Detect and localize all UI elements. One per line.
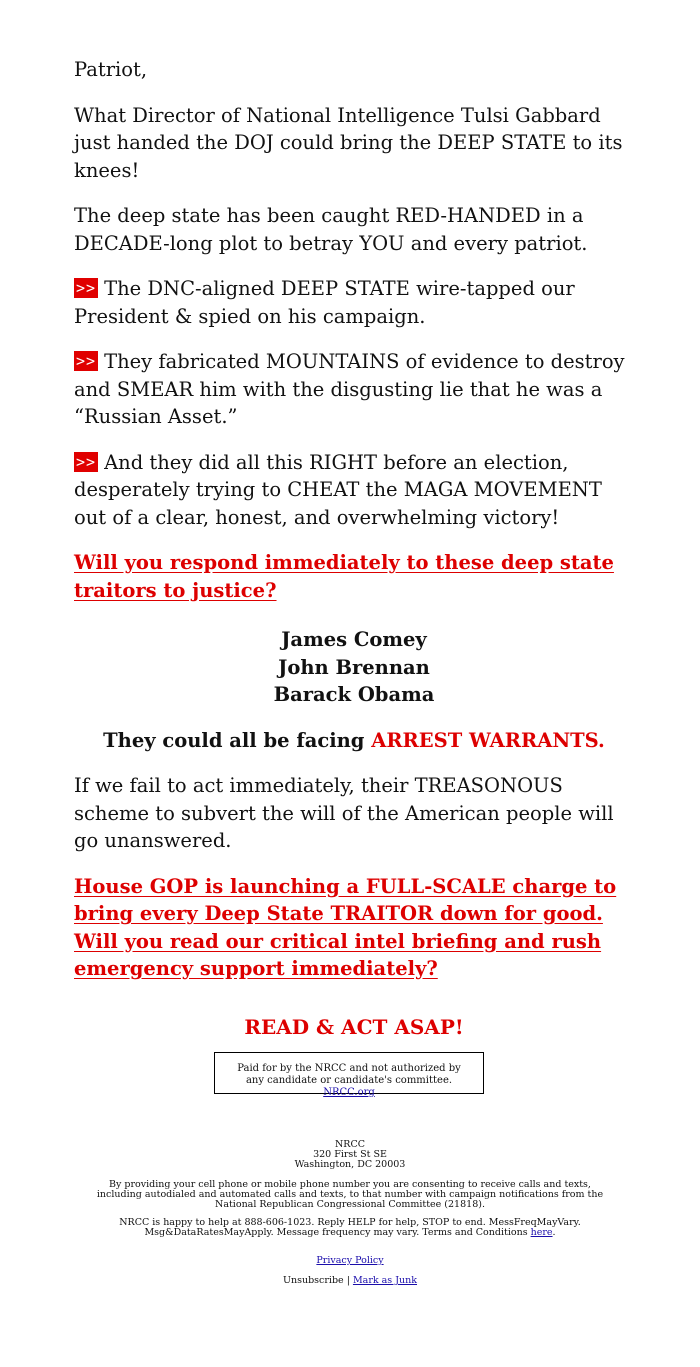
disclaimer-text: Paid for by the NRCC and not authorized by any candidate or candidate's committee.: [237, 1063, 461, 1086]
briefing-link[interactable]: House GOP is launching a FULL-SCALE charge to bring every Deep State TRAITOR down for good. Will you read our critical intel briefing and rush emergency support immediately?: [74, 874, 617, 980]
org-name: NRCC: [334, 1139, 365, 1150]
bullet-item: [74, 348, 634, 431]
city-address: Washington, DC 20003: [294, 1159, 406, 1170]
double-arrow-icon: >>: [76, 279, 97, 297]
help-text: NRCC is happy to help at 888-606-1023. Reply HELP for help, STOP to end. MessFreqMayVary. Msg&DataRatesMayApply. Message frequency may vary. Terms and Conditions here.: [119, 1217, 581, 1238]
help-message: NRCC is happy to help at 888-606-1023. Reply HELP for help, STOP to end. MessFreqMayVary. Msg&DataRatesMayApply. Message frequency may vary. Terms and Conditions: [119, 1217, 581, 1238]
unsubscribe-row: [95, 1276, 605, 1286]
double-arrow-icon: >>: [76, 452, 97, 471]
arrest-warrants-text: ARREST WARRANTS.: [371, 728, 605, 752]
greeting: Patriot,: [74, 58, 148, 81]
footer: [95, 1140, 605, 1286]
paid-for-disclaimer: [214, 1052, 484, 1098]
consent-text: By providing your cell phone or mobile phone number you are consenting to receive calls and texts, including autodialed and automated calls and texts, to that number with campaign notifications from the National Republican Congressional Committee (21818).: [96, 1179, 604, 1210]
bullet-text: They fabricated MOUNTAINS of evidence to destroy and SMEAR him with the disgusting lie that he was a “Russian Asset.”: [74, 350, 625, 428]
bullet-item: [74, 449, 634, 532]
deep-state-paragraph: The deep state has been caught RED-HANDED in a DECADE-long plot to betray YOU and every patriot.: [74, 204, 588, 255]
name-item: John Brennan: [278, 655, 430, 679]
terms-link[interactable]: here: [530, 1227, 553, 1238]
names-list: [74, 626, 634, 709]
address-block: [95, 1140, 605, 1170]
privacy-policy-link[interactable]: Privacy Policy: [316, 1255, 384, 1266]
fail-paragraph: If we fail to act immediately, their TREASONOUS scheme to subvert the will of the American people will go unanswered.: [74, 774, 614, 852]
name-item: James Comey: [281, 628, 427, 651]
arrest-warrants-line: [74, 727, 634, 755]
double-arrow-icon: >>: [76, 352, 97, 370]
street-address: 320 First St SE: [313, 1149, 387, 1160]
bullet-text: And they did all this RIGHT before an election, desperately trying to CHEAT the MAGA MOVEMENT out of a clear, honest, and overwhelming victory!: [74, 450, 602, 529]
separator: |: [346, 1275, 350, 1286]
read-act-button[interactable]: READ & ACT ASAP!: [244, 1014, 464, 1039]
mark-as-junk-link[interactable]: Mark as Junk: [352, 1275, 418, 1286]
email-body: [74, 56, 634, 1039]
unsubscribe-link[interactable]: Unsubscribe: [282, 1275, 344, 1286]
bullet-item: [74, 275, 634, 330]
respond-link[interactable]: Will you respond immediately to these deep state traitors to justice?: [74, 551, 614, 602]
facing-prefix: They could all be facing: [103, 728, 372, 752]
intro-paragraph: What Director of National Intelligence Tulsi Gabbard just handed the DOJ could bring the DEEP STATE to its knees!: [74, 103, 623, 182]
name-item: Barack Obama: [273, 683, 435, 706]
bullet-text: The DNC-aligned DEEP STATE wire-tapped our President & spied on his campaign.: [74, 277, 575, 328]
nrcc-link[interactable]: NRCC.org: [323, 1087, 375, 1098]
